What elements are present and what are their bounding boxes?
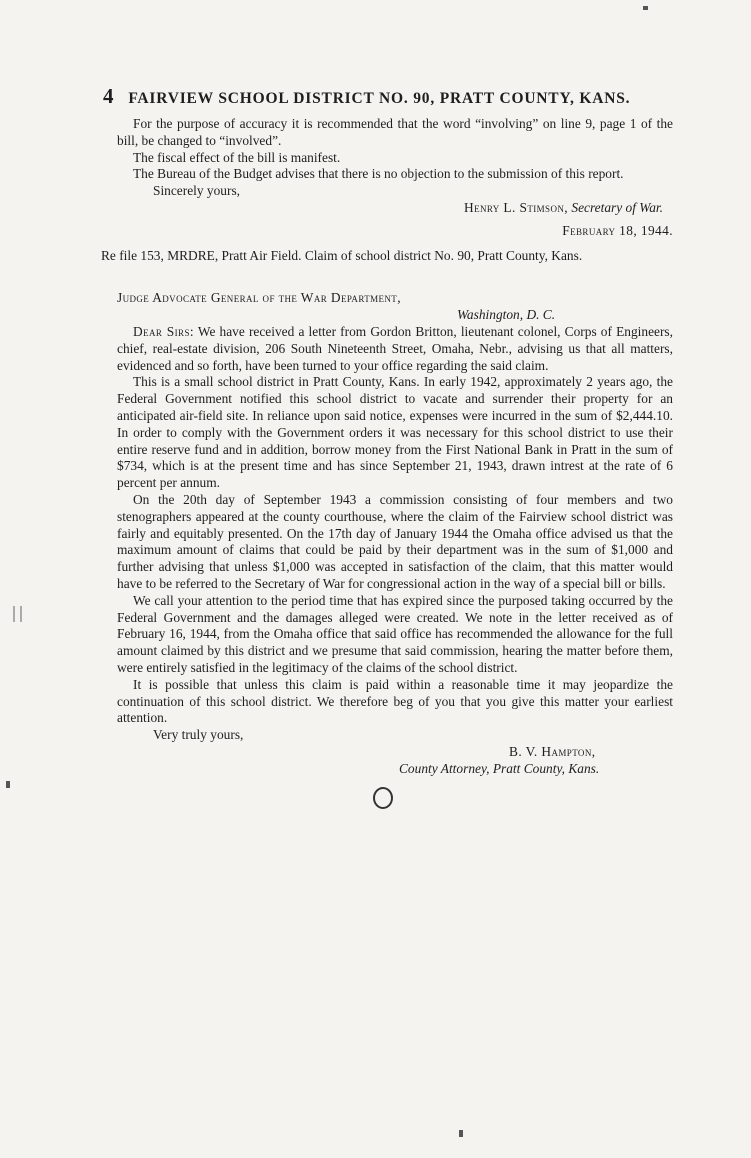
paragraph: For the purpose of accuracy it is recommended that the word “involving” on line 9, page 1 of the bill, be changed to “involved”. [117, 116, 673, 148]
addressee [101, 290, 673, 324]
margin-mark-icon [6, 781, 10, 788]
closing: Sincerely yours, [153, 183, 241, 199]
page-title: FAIRVIEW SCHOOL DISTRICT NO. 90, PRATT COUNTY, KANS. [128, 90, 631, 107]
circle-mark-icon [373, 787, 393, 809]
paragraph [117, 324, 673, 374]
signer-name [117, 744, 673, 761]
closing: Very truly yours, [153, 727, 244, 743]
date: February 18, 1944. [562, 222, 673, 238]
addressee-city: Washington, D. C. [457, 306, 556, 322]
margin-mark-icon [20, 606, 22, 622]
page-header [103, 84, 683, 109]
signature [117, 200, 673, 217]
block-recommendation [117, 116, 673, 240]
paragraph-text: We have received a letter from Gordon Britton, lieutenant colonel, Corps of Engineers, chief, real-estate division, 206 South Nineteenth Street, Omaha, Nebr., advising us that all matters, evidenced and so forth, have been turned to your office regarding the said claim. [117, 324, 673, 373]
paragraph: The Bureau of the Budget advises that there is no objection to the submission of this report. [133, 166, 624, 182]
re-line-text: Re file 153, MRDRE, Pratt Air Field. Claim of school district No. 90, Pratt County, Kans. [101, 248, 583, 263]
re-line [101, 248, 673, 265]
signer-title: County Attorney, Pratt County, Kans. [399, 760, 600, 776]
margin-mark-icon [13, 606, 15, 622]
paragraph: We call your attention to the period time that has expired since the purposed taking occurred by the Federal Government and the damages alleged were created. We note in the letter received as of February 16, 1944, from the Omaha office that said office has recommended the allowance for the full amount claimed by this district and we presume that said commission, hearing the matter before them, were entirely satisfied in the legitimacy of the claims of the school district. [117, 592, 673, 675]
paragraph: This is a small school district in Pratt County, Kans. In early 1942, approximately 2 years ago, the Federal Government notified this school district to vacate and surrender their property for an anticipated air-field site. In reliance upon said notice, expenses were incurred in the sum of $2,444.10. In order to comply with the Government orders it was necessary for this school district to use their entire reserve fund and in addition, borrow money from the First National Bank in Pratt in the sum of $734, which is at the present time and has since September 21, 1943, drawn intrest at the rate of 6 percent per annum. [117, 374, 673, 491]
addressee-name: Judge Advocate General of the War Department, [117, 290, 401, 305]
paragraph: It is possible that unless this claim is paid within a reasonable time it may jeopardize the continuation of this school district. We therefore beg of you that you give this matter your earliest attention. [117, 676, 673, 726]
signer-name: Henry L. Stimson, [464, 199, 569, 215]
paragraph: On the 20th day of September 1943 a commission consisting of four members and two stenographers appeared at the county courthouse, where the claim of the Fairview school district was fairly and equitably presented. On the 17th day of January 1944 the Omaha office advised us that the maximum amount of claims that could be paid by their department was in the sum of $1,000 and further advising that unless $1,000 was accepted in satisfaction of the claim, that this matter would have to be referred to the Secretary of War for congressional action in the way of a special bill or bills. [117, 491, 673, 591]
page-number: 4 [103, 84, 115, 108]
salutation: Dear Sirs: [133, 324, 194, 339]
letter-body [117, 324, 673, 778]
signer-title: Secretary of War. [571, 199, 663, 215]
paragraph: The fiscal effect of the bill is manifest. [133, 149, 341, 165]
signer-name-text: B. V. Hampton, [509, 743, 596, 759]
dot-mark-icon [643, 6, 648, 10]
dot-mark-icon [459, 1130, 463, 1137]
